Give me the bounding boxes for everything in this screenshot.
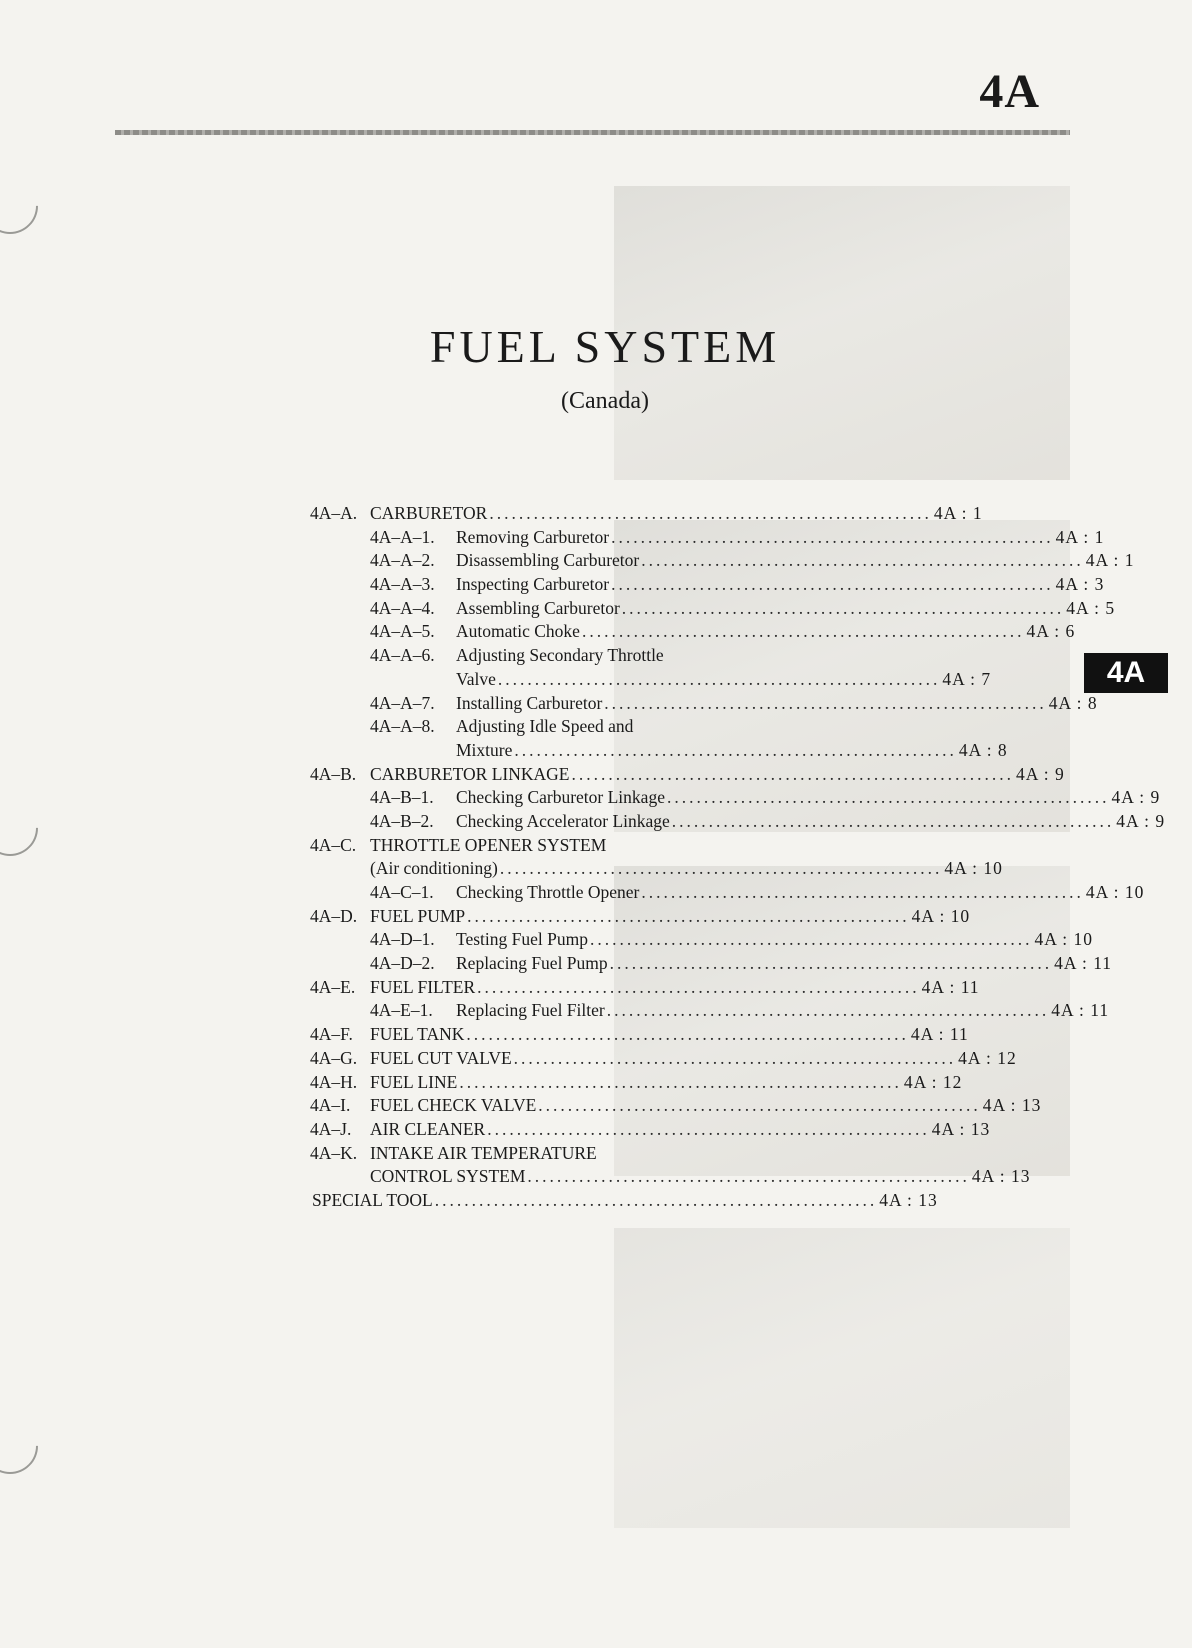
dot-leader: ............................................................ [589, 929, 1033, 950]
toc-entry-page [774, 1142, 850, 1166]
toc-entry [310, 549, 1135, 573]
toc-entry-page: 4A : 11 [921, 976, 980, 997]
toc-entry-title: Removing Carburetor [456, 526, 610, 547]
toc-entry [310, 668, 992, 692]
toc-entry [310, 928, 1094, 952]
toc-entry-title: FUEL TANK [370, 1024, 465, 1045]
toc-entry-code: 4A–A–3. [370, 574, 435, 595]
toc-entry [310, 786, 1161, 810]
toc-entry [310, 1071, 963, 1095]
dot-leader: ............................................................ [611, 526, 1054, 547]
toc-entry-page: 4A : 8 [1048, 692, 1098, 713]
toc-entry-title: Checking Throttle Opener [456, 882, 640, 902]
toc-entry-page: 4A : 13 [982, 1095, 1042, 1116]
toc-entry-page: 4A : 10 [1085, 882, 1145, 902]
toc-entry-title: (Air conditioning) [370, 858, 498, 879]
toc-entry-title: Automatic Choke [456, 621, 580, 642]
toc-entry-code: 4A–D–2. [370, 953, 435, 974]
toc-entry-title: FUEL FILTER [370, 976, 476, 997]
toc-entry-code: 4A–A–5. [370, 621, 435, 642]
dot-leader: ............................................................ [434, 1189, 878, 1210]
toc-entry-page: 4A : 8 [958, 739, 1008, 760]
toc-entry [310, 692, 1098, 716]
toc-entry [310, 1094, 1042, 1118]
toc-entry-title: Replacing Fuel Filter [456, 1000, 605, 1021]
toc-entry-title: FUEL CUT VALVE [370, 1047, 512, 1068]
dot-leader: ............................................................ [477, 976, 920, 997]
dot-leader [597, 1142, 774, 1166]
dot-leader [664, 644, 774, 668]
toc-entry-page: 4A : 13 [971, 1166, 1031, 1187]
toc-entry-title: CARBURETOR LINKAGE [370, 763, 570, 784]
toc-entry-page: 4A : 5 [1066, 597, 1116, 618]
toc-entry-page: 4A : 1 [1085, 550, 1135, 571]
toc-entry-code: 4A–I. [310, 1095, 351, 1116]
toc-entry-title: Valve [456, 668, 496, 689]
dot-leader: ............................................................ [499, 858, 943, 879]
dot-leader: ............................................................ [604, 692, 1047, 713]
toc-entry-title: FUEL CHECK VALVE [370, 1095, 537, 1116]
toc-entry [310, 1023, 969, 1047]
toc-entry-title: CONTROL SYSTEM [370, 1166, 526, 1187]
toc-entry-code: 4A–J. [310, 1118, 352, 1139]
toc-entry [310, 1047, 1017, 1071]
dot-leader: ............................................................ [571, 763, 1014, 784]
toc-entry [310, 526, 1105, 550]
toc-entry [310, 881, 1145, 905]
toc-entry-code: 4A–B–1. [370, 787, 434, 808]
dot-leader: ............................................................ [641, 550, 1084, 571]
toc-entry [310, 597, 1116, 621]
dot-leader: ............................................................ [487, 1118, 930, 1139]
toc-entry [310, 834, 850, 858]
toc-entry-code: 4A–G. [310, 1047, 358, 1068]
toc-entry-title: Adjusting Secondary Throttle [456, 645, 664, 666]
dot-leader: ............................................................ [538, 1095, 981, 1116]
toc-entry [310, 1142, 850, 1166]
toc-entry-code: 4A–E–1. [370, 1000, 433, 1021]
toc-entry [310, 999, 1110, 1023]
toc-entry [310, 763, 1065, 787]
toc-entry-page: 4A : 9 [1116, 810, 1166, 831]
toc-entry-title: CARBURETOR [370, 503, 488, 523]
dot-leader: ............................................................ [609, 953, 1053, 974]
toc-entry-page [774, 644, 850, 668]
toc-entry-title: Replacing Fuel Pump [456, 953, 608, 974]
toc-entry-page: 4A : 10 [944, 858, 1003, 879]
toc-entry-title: Mixture [456, 739, 513, 760]
toc-entry-title: Testing Fuel Pump [456, 929, 588, 950]
toc-entry-title: Disassembling Carburetor [456, 550, 640, 571]
toc-entry [310, 715, 850, 739]
dot-leader: ............................................................ [527, 1166, 970, 1187]
dot-leader [633, 715, 774, 739]
toc-entry-page: 4A : 12 [903, 1071, 963, 1092]
toc-entry-code: 4A–D. [310, 905, 358, 926]
toc-entry-code: 4A–A–4. [370, 597, 435, 618]
toc-entry-page: 4A : 1 [1055, 526, 1105, 547]
section-code: 4A [979, 65, 1040, 118]
toc-entry-page: 4A : 9 [1015, 763, 1065, 784]
toc-entry-page: 4A : 13 [931, 1118, 991, 1139]
toc-entry [310, 952, 1113, 976]
header-rule [115, 130, 1070, 135]
binder-hole [0, 788, 50, 867]
toc-entry-code: 4A–D–1. [370, 929, 435, 950]
toc-entry-page: 4A : 1 [933, 503, 983, 523]
toc-entry [310, 573, 1105, 597]
dot-leader: ............................................................ [621, 597, 1065, 618]
toc-entry [310, 620, 1076, 644]
toc-entry [310, 1189, 938, 1213]
dot-leader: ............................................................ [459, 1071, 902, 1092]
toc-entry [310, 739, 1008, 763]
toc-entry-code: 4A–K. [310, 1142, 358, 1163]
toc-entry-code: 4A–B. [310, 763, 357, 784]
dot-leader: ............................................................ [467, 905, 910, 926]
toc-entry [310, 1118, 991, 1142]
toc-entry-code: 4A–C. [310, 834, 357, 855]
toc-entry-title: Assembling Carburetor [456, 597, 620, 618]
dot-leader: ............................................................ [497, 668, 941, 689]
toc-entry [310, 976, 980, 1000]
toc-entry-title: Checking Carburetor Linkage [456, 787, 665, 808]
dot-leader: ............................................................ [581, 621, 1025, 642]
toc-entry-page: 4A : 7 [942, 668, 992, 689]
toc-entry-code: 4A–A–8. [370, 716, 435, 737]
toc-entry-page: 4A : 11 [1054, 953, 1113, 974]
toc-entry-page: 4A : 13 [879, 1189, 938, 1210]
toc-entry-code: 4A–H. [310, 1071, 358, 1092]
toc-entry-title: THROTTLE OPENER SYSTEM [370, 834, 607, 855]
toc-entry [310, 1165, 1031, 1189]
toc-entry-code: 4A–A. [310, 503, 358, 523]
section-tab: 4A [1084, 653, 1168, 693]
toc-entry-page: 4A : 11 [910, 1024, 969, 1045]
dot-leader: ............................................................ [489, 503, 932, 523]
page-title: FUEL SYSTEM [429, 321, 781, 372]
dot-leader [606, 834, 774, 858]
toc-entry-title: Adjusting Idle Speed and [456, 716, 634, 737]
toc-entry-code: 4A–B–2. [370, 810, 434, 831]
toc-entry [310, 857, 1003, 881]
toc-entry [310, 810, 1166, 834]
dot-leader: ............................................................ [666, 787, 1110, 808]
dot-leader: ............................................................ [466, 1024, 909, 1045]
binder-hole [0, 166, 50, 245]
dot-leader: ............................................................ [611, 574, 1054, 595]
toc-entry-page [774, 834, 850, 858]
toc-entry-page: 4A : 10 [1034, 929, 1094, 950]
toc-entry-code: 4A–A–6. [370, 645, 435, 666]
toc-entry-title: INTAKE AIR TEMPERATURE [370, 1142, 597, 1163]
toc-entry-page: 4A : 3 [1055, 574, 1105, 595]
toc-entry [310, 905, 971, 929]
toc-entry-code: 4A–C–1. [370, 882, 434, 902]
dot-leader: ............................................................ [514, 739, 957, 760]
toc-entry-title: Checking Accelerator Linkage [456, 810, 670, 831]
table-of-contents [310, 502, 1166, 1213]
toc-entry-code: 4A–F. [310, 1024, 353, 1045]
toc-entry-page [774, 715, 850, 739]
toc-entry [310, 502, 983, 526]
background-figure [614, 1228, 1070, 1528]
toc-entry-page: 4A : 9 [1111, 787, 1161, 808]
toc-entry-code [310, 857, 368, 881]
toc-entry-title: FUEL PUMP [370, 905, 466, 926]
toc-entry [310, 644, 850, 668]
toc-entry-code: 4A–E. [310, 976, 356, 997]
toc-entry-page: 4A : 6 [1026, 621, 1076, 642]
toc-entry-title: AIR CLEANER [370, 1118, 486, 1139]
toc-entry-code [310, 1165, 368, 1189]
dot-leader: ............................................................ [641, 882, 1084, 902]
dot-leader: ............................................................ [606, 1000, 1050, 1021]
toc-entry-page: 4A : 12 [958, 1047, 1017, 1068]
dot-leader: ............................................................ [671, 810, 1115, 831]
binder-hole [0, 1406, 50, 1485]
page-subtitle: (Canada) [561, 388, 649, 414]
dot-leader: ............................................................ [513, 1047, 957, 1068]
toc-entry-page: 4A : 10 [911, 905, 971, 926]
toc-entry-page: 4A : 11 [1051, 1000, 1110, 1021]
toc-entry-title: SPECIAL TOOL [312, 1189, 433, 1210]
toc-entry-title: Installing Carburetor [456, 692, 603, 713]
toc-entry-title: Inspecting Carburetor [456, 574, 610, 595]
toc-entry-code: 4A–A–7. [370, 692, 435, 713]
toc-entry-title: FUEL LINE [370, 1071, 458, 1092]
toc-entry-code: 4A–A–1. [370, 526, 435, 547]
toc-entry-code: 4A–A–2. [370, 550, 435, 571]
